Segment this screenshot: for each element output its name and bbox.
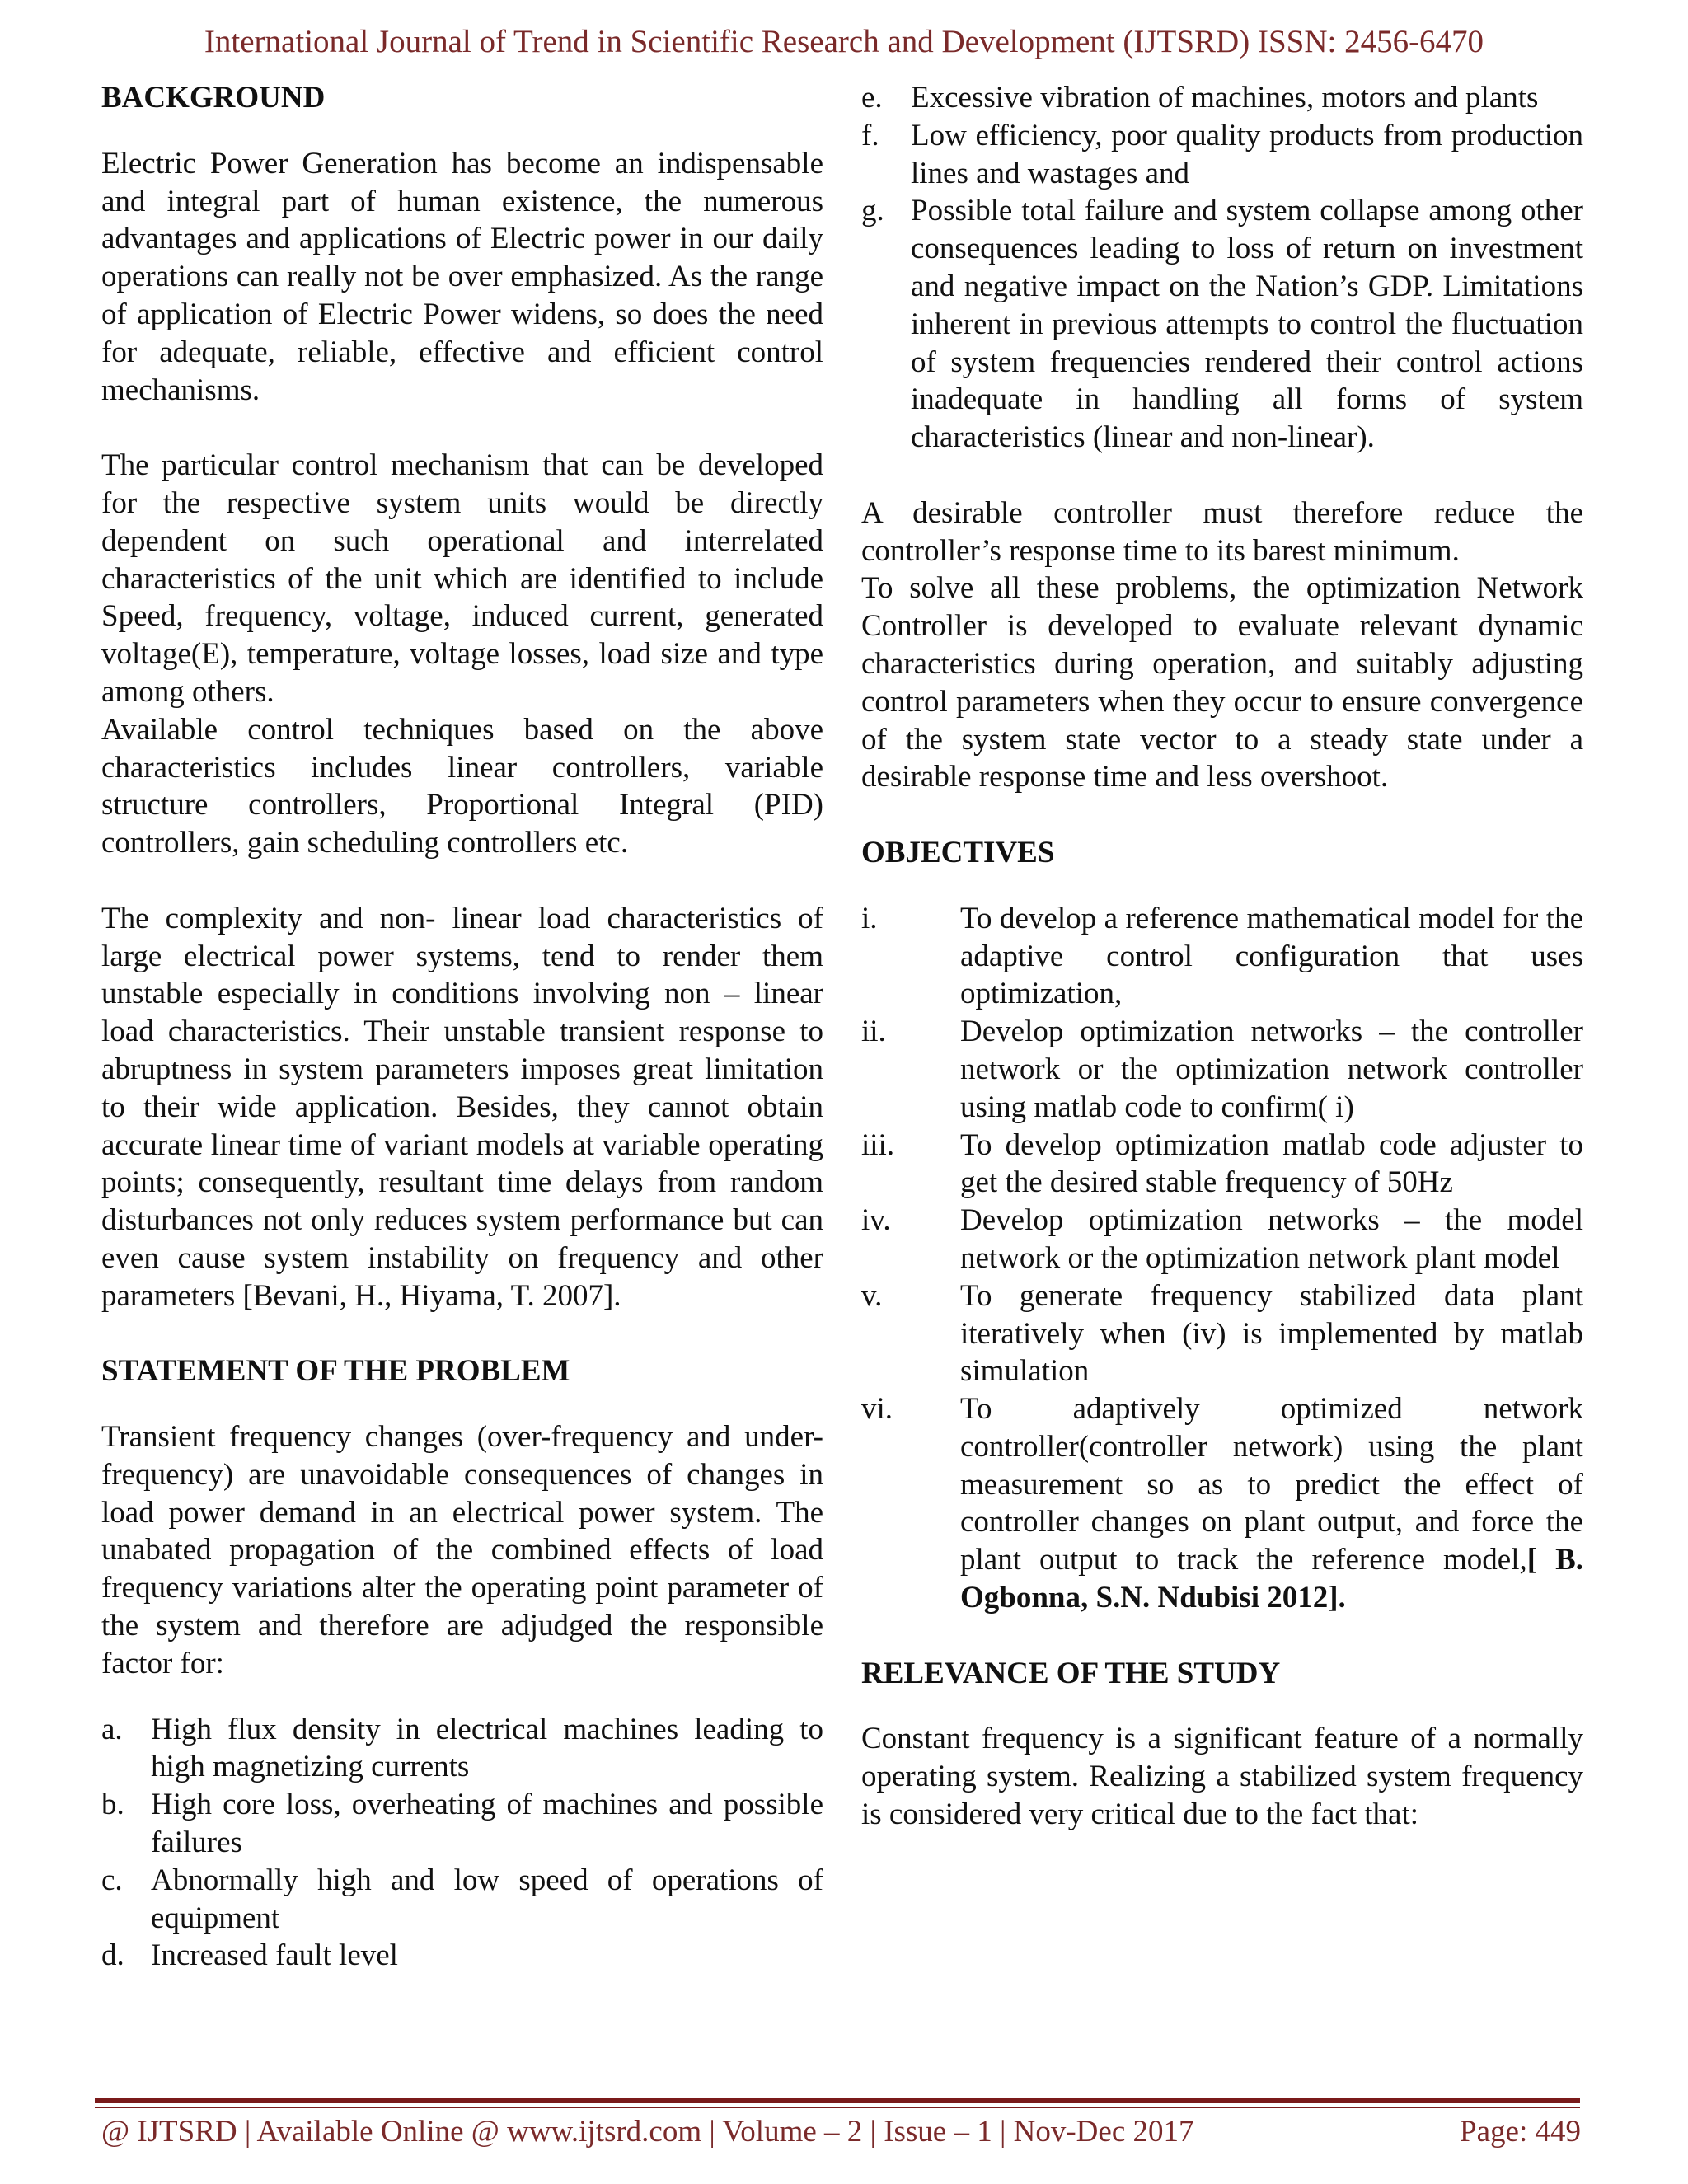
relevance-heading: RELEVANCE OF THE STUDY: [861, 1656, 1281, 1690]
list-item: c. Abnormally high and low speed of operations of equipment: [101, 1863, 823, 1935]
consequences-list-b: [861, 79, 1583, 457]
list-item: g. Possible total failure and system collapse among other consequences leading to loss of return on investment and negative impact on the Nation’s GDP. Limitations inherent in previous attempts to control the fluctuation of system frequencies rendered their control actions inadequate in handling all forms of system characteristics (linear and non-linear).: [861, 194, 1583, 455]
footer-info: @ IJTSRD | Available Online @ www.ijtsrd.com | Volume – 2 | Issue – 1 | Nov-Dec 2017: [101, 2115, 1194, 2149]
list-item: iv. Develop optimization networks – the model network or the optimization network plant model: [861, 1203, 1583, 1275]
left-column: [101, 79, 823, 1975]
list-item: f. Low efficiency, poor quality products from production lines and wastages and: [861, 118, 1583, 190]
background-heading: BACKGROUND: [101, 81, 326, 115]
footer-rule-thin: [95, 2107, 1580, 2108]
background-paragraph-4: The complexity and non- linear load characteristics of large electrical power systems, tend to render them unstable especially in conditions involving non – linear load characteristics. Their unstable transient response to abruptness in system parameters imposes great limitation to their wide application. Besides, they cannot obtain accurate linear time of variant models at variable operating points; consequently, resultant time delays from random disturbances not only reduces system performance but can even cause system instability on frequency and other parameters [Bevani, H., Hiyama, T. 2007].: [101, 901, 823, 1313]
list-item: vi. To adaptively optimized network controller(controller network) using the plant measurement so as to predict the effect of controller changes on plant output, and force the plant output to track the reference model,[ B. Ogbonna, S.N. Ndubisi 2012].: [861, 1392, 1583, 1615]
relevance-paragraph: Constant frequency is a significant feature of a normally operating system. Realizing a stabilized system frequency is considered very critical due to the fact that:: [861, 1722, 1583, 1832]
right-column: [861, 79, 1583, 1834]
citation: [ B. Ogbonna, S.N. Ndubisi 2012].: [960, 1543, 1583, 1615]
controller-paragraph-2: To solve all these problems, the optimization Network Controller is developed to evaluate relevant dynamic characteristics during operation, and suitably adjusting control parameters when they occur to ensure convergence of the system state vector to a steady state under a desirable response time and less overshoot.: [861, 571, 1583, 794]
list-item: e. Excessive vibration of machines, motors and plants: [861, 81, 1539, 115]
problem-heading: STATEMENT OF THE PROBLEM: [101, 1354, 570, 1389]
problem-paragraph: Transient frequency changes (over-frequency and under-frequency) are unavoidable consequences of changes in load power demand in an electrical power system. The unabated propagation of the combined effects of load frequency variations alter the operating point parameter of the system and therefore are adjudged the responsible factor for:: [101, 1420, 823, 1680]
page-number: Page: 449: [1460, 2115, 1581, 2149]
background-paragraph-1: Electric Power Generation has become an indispensable and integral part of human existence, the numerous advantages and applications of Electric power in our daily operations can really not be over emphasized. As the range of application of Electric Power widens, so does the need for adequate, reliable, effective and efficient control mechanisms.: [101, 146, 823, 407]
background-paragraph-3: Available control techniques based on the above characteristics includes linear controllers, variable structure controllers, Proportional Integral (PID) controllers, gain scheduling controllers etc.: [101, 712, 823, 860]
background-paragraph-2: The particular control mechanism that can be developed for the respective system units would be directly dependent on such operational and interrelated characteristics of the unit which are identified to include Speed, frequency, voltage, induced current, generated voltage(E), temperature, voltage losses, load size and type among others.: [101, 448, 823, 709]
list-item: b. High core loss, overheating of machines and possible failures: [101, 1788, 823, 1860]
list-item: ii. Develop optimization networks – the controller network or the optimization network controller using matlab code to confirm( i): [861, 1015, 1583, 1124]
list-item: d. Increased fault level: [101, 1938, 398, 1973]
consequences-list-a: [101, 1711, 823, 1975]
footer-rule-thick: [95, 2098, 1580, 2103]
page-footer: [101, 2114, 1581, 2149]
list-item: a. High flux density in electrical machines leading to high magnetizing currents: [101, 1712, 823, 1784]
list-item: i. To develop a reference mathematical model for the adaptive control configuration that uses optimization,: [861, 901, 1583, 1011]
list-item: v. To generate frequency stabilized data plant iteratively when (iv) is implemented by matlab simulation: [861, 1278, 1583, 1389]
journal-header: International Journal of Trend in Scientific Research and Development (IJTSRD) ISSN: 2456-6470: [204, 24, 1484, 59]
objectives-list: [861, 900, 1583, 1617]
list-item: iii. To develop optimization matlab code adjuster to get the desired stable frequency of 50Hz: [861, 1127, 1583, 1200]
objectives-heading: OBJECTIVES: [861, 835, 1055, 869]
controller-paragraph-1: A desirable controller must therefore reduce the controller’s response time to its barest minimum.: [861, 495, 1583, 568]
